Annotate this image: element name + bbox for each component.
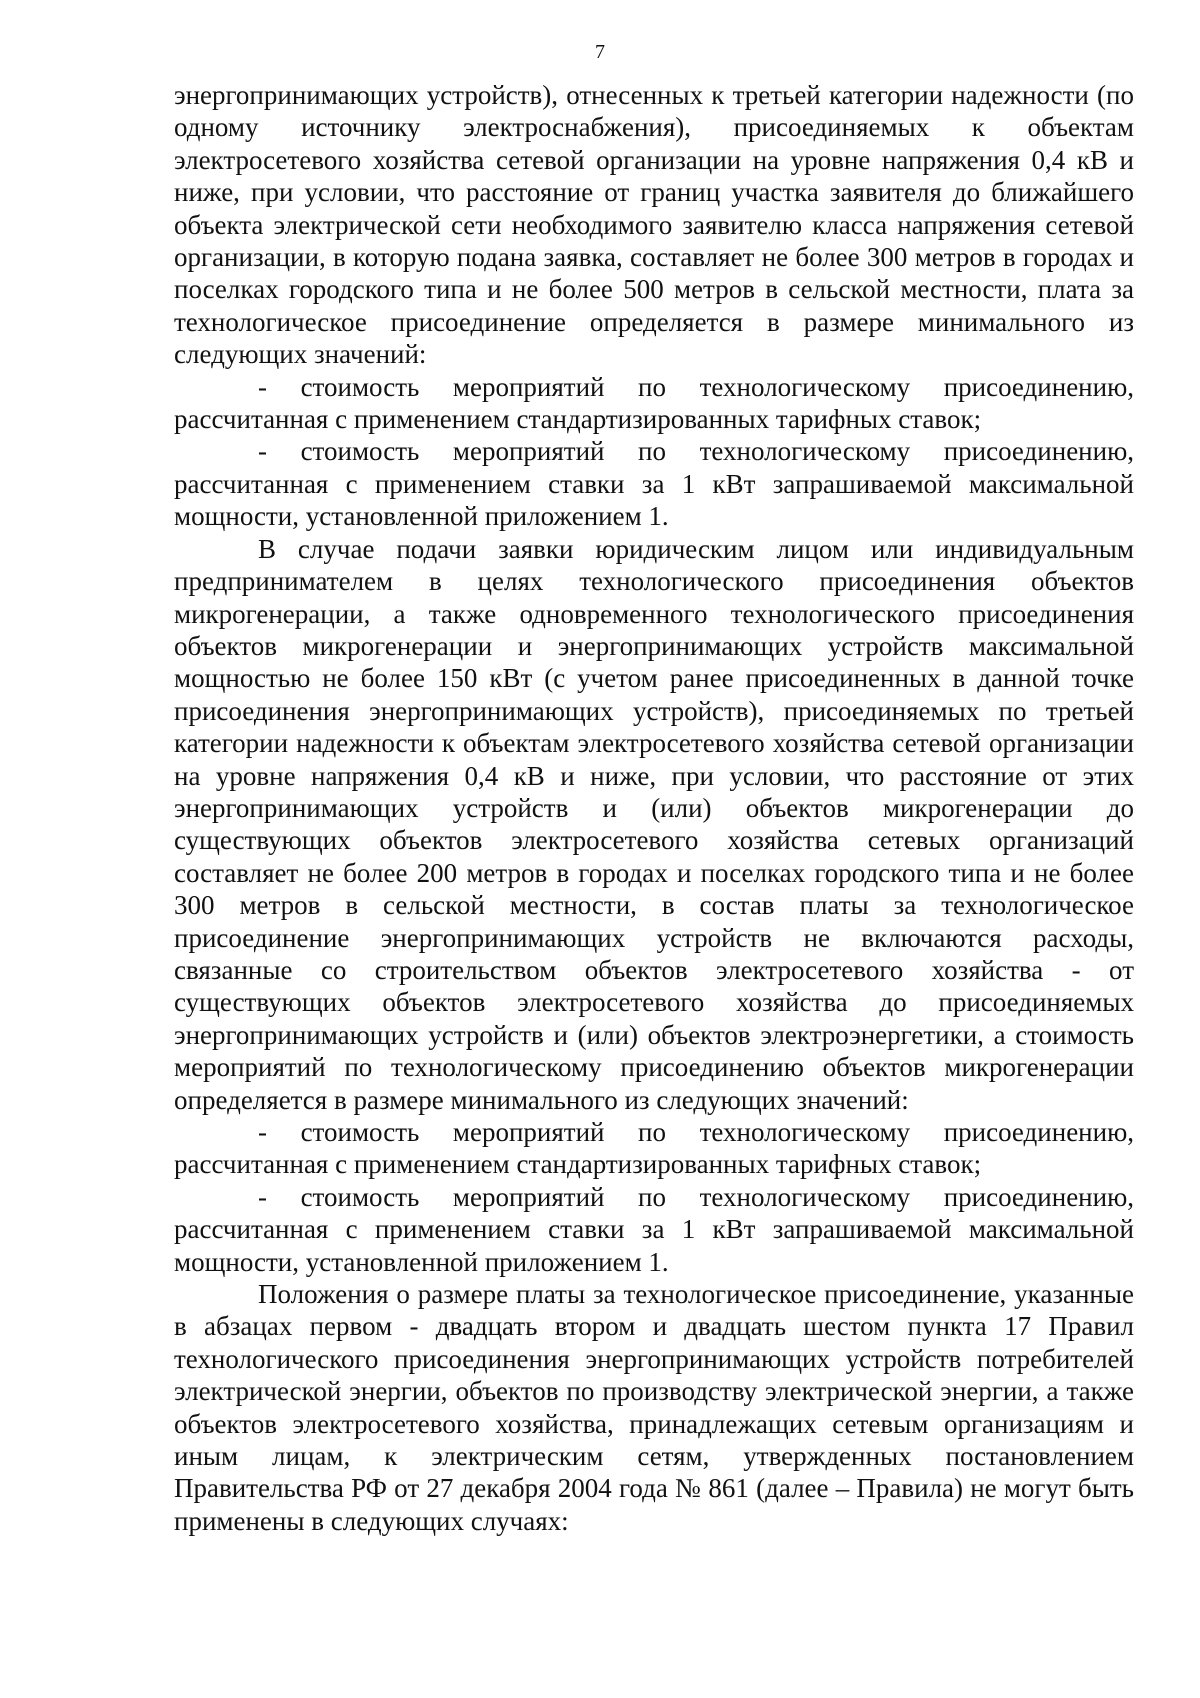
list-item-standard-rates: - стоимость мероприятий по технологическому присоединению, рассчитанная с применением стандартизированных тарифных ставок; (174, 371, 1134, 435)
document-body (174, 79, 1134, 1537)
list-item-standard-rates: - стоимость мероприятий по технологическому присоединению, рассчитанная с применением стандартизированных тарифных ставок; (174, 1117, 1134, 1180)
paragraph-provisions: Положения о размере платы за технологическое присоединение, указанные в абзацах первом - двадцать втором и двадцать шестом пункта 17 Правил технологического присоединения энергопринимающих устройств потребителей электрической энергии, объектов по производству электрической энергии, а также объектов электросетевого хозяйства, принадлежащих сетевым организациям и иным лицам, к электрическим сетям, утвержденных постановлением Правительства РФ от 27 декабря 2004 года № 861 (далее – Правила) не могут быть применены в следующих случаях: (174, 1279, 1134, 1536)
list-item-per-kw-rate: - стоимость мероприятий по технологическому присоединению, рассчитанная с применением ставки за 1 кВт запрашиваемой максимальной мощности, установленной приложением 1. (174, 1181, 1134, 1277)
paragraph-microgeneration: В случае подачи заявки юридическим лицом или индивидуальным предпринимателем в целях технологического присоединения объектов микрогенерации, а также одновременного технологического присоединения объектов микрогенерации и энергопринимающих устройств максимальной мощностью не более 150 кВт (с учетом ранее присоединенных в данной точке присоединения энергопринимающих устройств), присоединяемых по третьей категории надежности к объектам электросетевого хозяйства сетевой организации на уровне напряжения 0,4 кВ и ниже, при условии, что расстояние от этих энергопринимающих устройств и (или) объектов микрогенерации до существующих объектов электросетевого хозяйства сетевых организаций составляет не более 200 метров в городах и поселках городского типа и не более 300 метров в сельской местности, в состав платы за технологическое присоединение энергопринимающих устройств не включаются расходы, связанные со строительством объектов электросетевого хозяйства - от существующих объектов электросетевого хозяйства до присоединяемых энергопринимающих устройств и (или) объектов электроэнергетики, а стоимость мероприятий по технологическому присоединению объектов микрогенерации определяется в размере минимального из следующих значений: (174, 533, 1134, 1115)
page-number: 7 (595, 41, 605, 63)
list-item-per-kw-rate: - стоимость мероприятий по технологическому присоединению, рассчитанная с применением ставки за 1 кВт запрашиваемой максимальной мощности, установленной приложением 1. (174, 436, 1134, 532)
paragraph-continuation: энергопринимающих устройств), отнесенных к третьей категории надежности (по одному источнику электроснабжения), присоединяемых к объектам электросетевого хозяйства сетевой организации на уровне напряжения 0,4 кВ и ниже, при условии, что расстояние от границ участка заявителя до ближайшего объекта электрической сети необходимого заявителю класса напряжения сетевой организации, в которую подана заявка, составляет не более 300 метров в городах и поселках городского типа и не более 500 метров в сельской местности, плата за технологическое присоединение определяется в размере минимального из следующих значений: (174, 80, 1134, 370)
